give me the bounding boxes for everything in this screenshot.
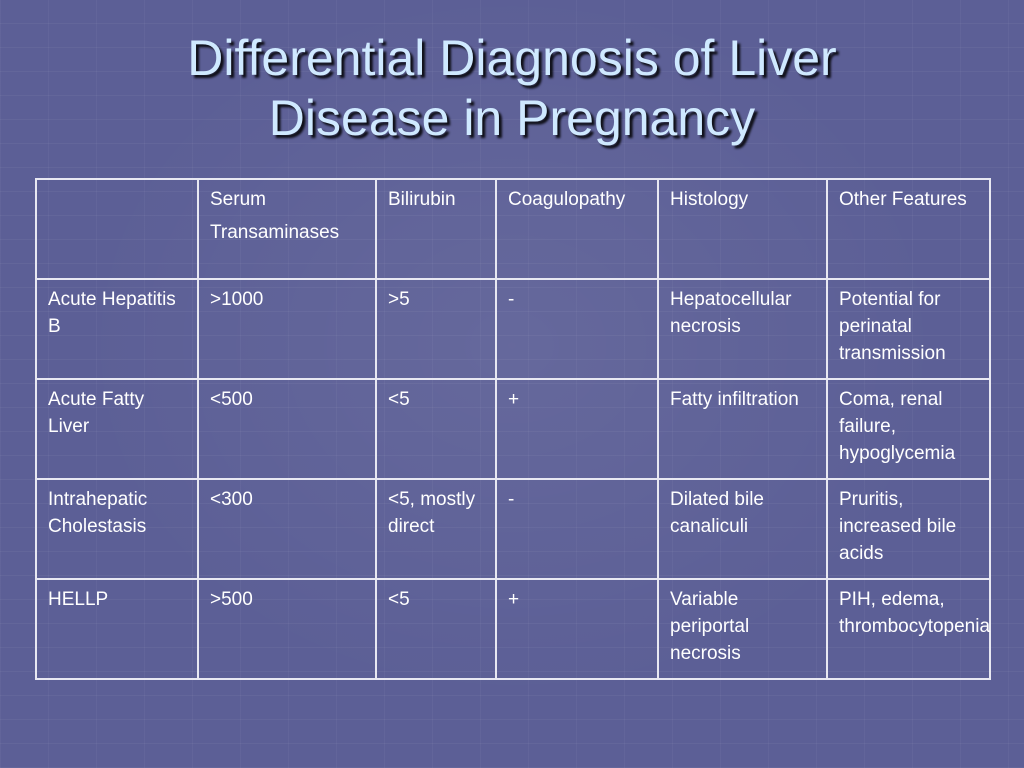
slide-title-line-2: Disease in Pregnancy: [268, 90, 756, 146]
header-bilirubin: Bilirubin: [376, 179, 496, 279]
header-serum-line-2: Transaminases: [210, 222, 340, 243]
table-row-hellp: [36, 579, 990, 679]
cell-other-features: Pruritis, increased bile acids: [827, 479, 990, 579]
cell-transaminases: >1000: [198, 279, 376, 379]
cell-other-features: Coma, renal failure, hypoglycemia: [827, 379, 990, 479]
cell-coagulopathy: -: [496, 479, 658, 579]
slide-title: [60, 28, 964, 148]
table-header-row: [36, 179, 990, 279]
header-serum-line-1: Serum: [210, 189, 266, 210]
cell-condition: Acute Fatty Liver: [36, 379, 198, 479]
table-row-acute-hepatitis-b: [36, 279, 990, 379]
header-other-features: Other Features: [827, 179, 990, 279]
cell-bilirubin: >5: [376, 279, 496, 379]
cell-other-features: PIH, edema, thrombocytopenia: [827, 579, 990, 679]
cell-transaminases: >500: [198, 579, 376, 679]
cell-condition: Acute Hepatitis B: [36, 279, 198, 379]
cell-histology: Variable periportal necrosis: [658, 579, 827, 679]
cell-coagulopathy: +: [496, 579, 658, 679]
cell-other-features: Potential for perinatal transmission: [827, 279, 990, 379]
cell-coagulopathy: +: [496, 379, 658, 479]
cell-histology: Dilated bile canaliculi: [658, 479, 827, 579]
header-serum-transaminases: [198, 179, 376, 279]
slide-title-line-1: Differential Diagnosis of Liver: [187, 30, 837, 86]
cell-condition: HELLP: [36, 579, 198, 679]
cell-histology: Fatty infiltration: [658, 379, 827, 479]
cell-condition: Intrahepatic Cholestasis: [36, 479, 198, 579]
table-row-acute-fatty-liver: [36, 379, 990, 479]
header-blank-cell: [36, 179, 198, 279]
cell-transaminases: <500: [198, 379, 376, 479]
table-row-intrahepatic-cholestasis: [36, 479, 990, 579]
header-coagulopathy: Coagulopathy: [496, 179, 658, 279]
cell-coagulopathy: -: [496, 279, 658, 379]
cell-histology: Hepatocellular necrosis: [658, 279, 827, 379]
header-histology: Histology: [658, 179, 827, 279]
cell-transaminases: <300: [198, 479, 376, 579]
cell-bilirubin: <5: [376, 579, 496, 679]
cell-bilirubin: <5: [376, 379, 496, 479]
cell-bilirubin: <5, mostly direct: [376, 479, 496, 579]
differential-diagnosis-table: [35, 178, 991, 680]
